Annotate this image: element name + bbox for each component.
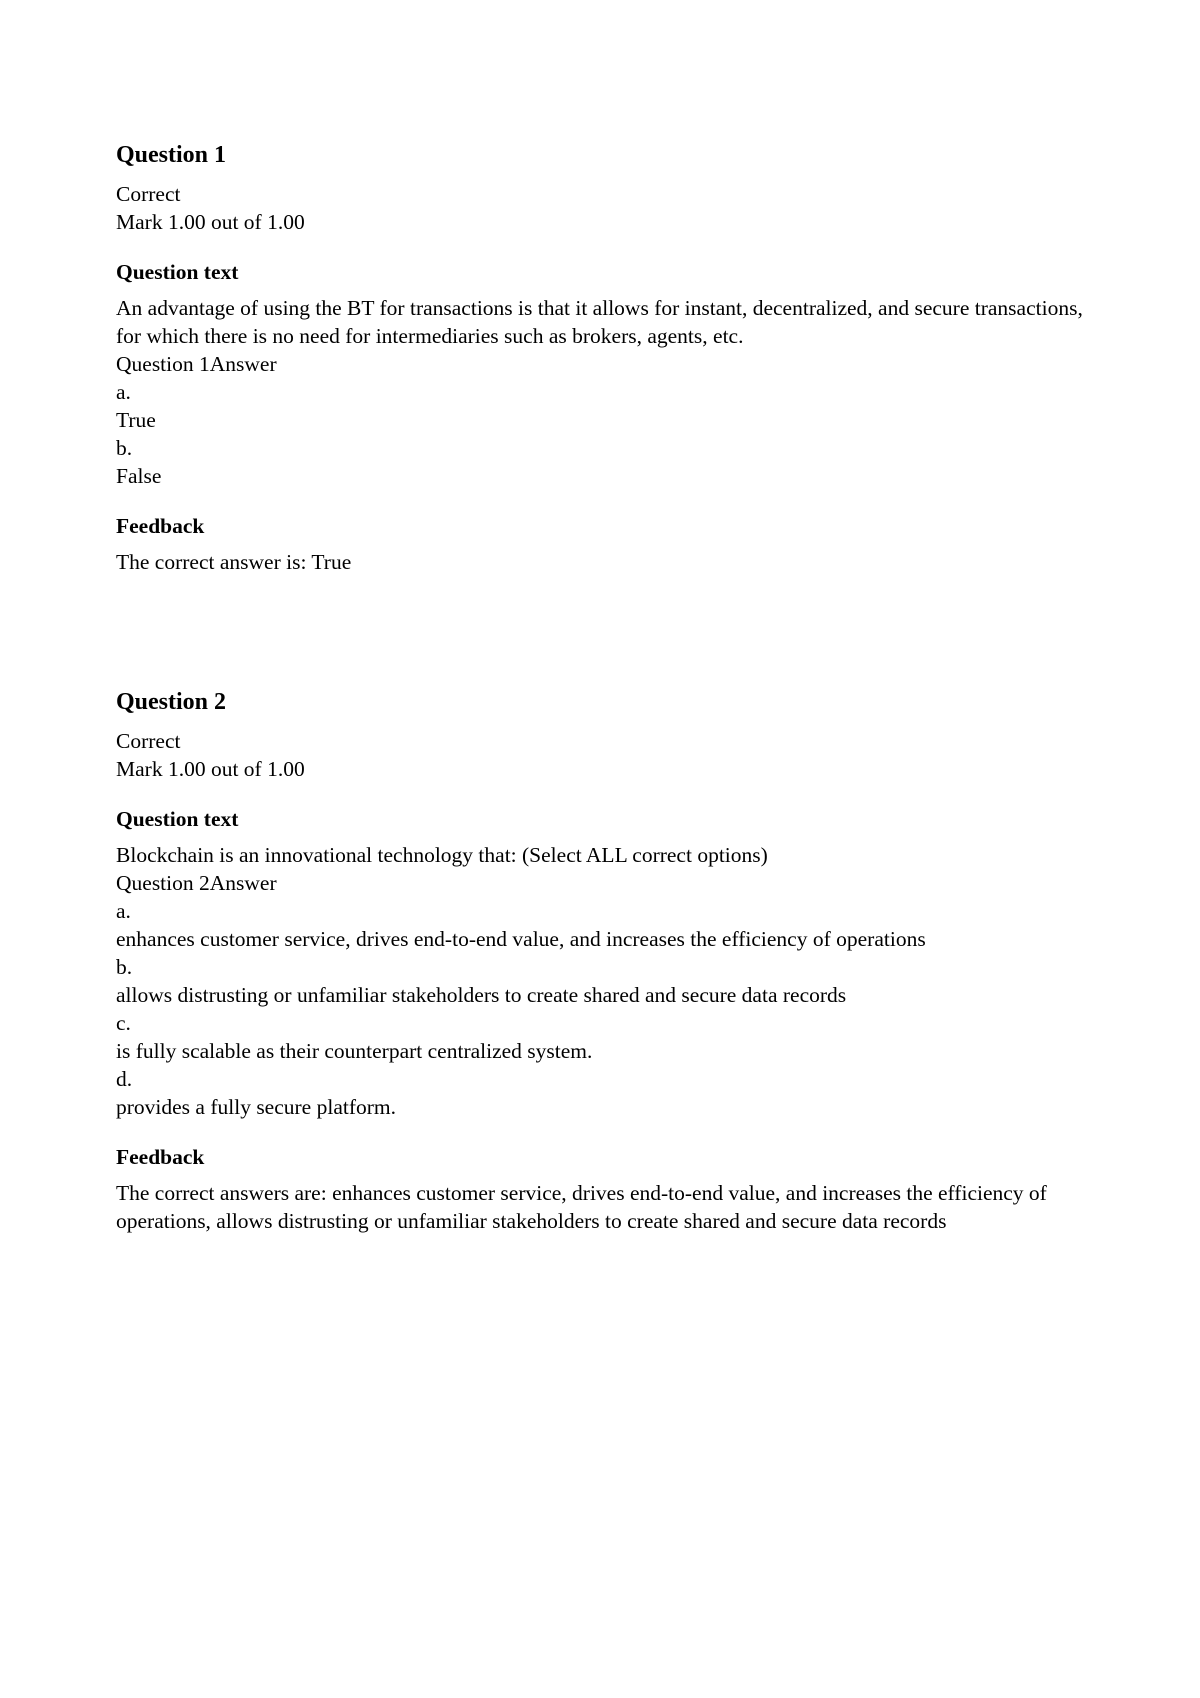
question-mark: Mark 1.00 out of 1.00: [116, 757, 305, 781]
option-text[interactable]: True: [116, 408, 156, 432]
feedback-heading: Feedback: [116, 1145, 205, 1169]
feedback-text: The correct answer is: True: [116, 550, 352, 574]
option-text[interactable]: allows distrusting or unfamiliar stakeholders to create shared and secure data records: [116, 983, 847, 1007]
option-letter: c.: [116, 1011, 131, 1035]
question-block-1: [116, 140, 1096, 576]
answer-label: Question 2Answer: [116, 871, 277, 895]
question-heading: Question 2: [116, 689, 227, 715]
question-text-heading: Question text: [116, 260, 239, 284]
question-mark: Mark 1.00 out of 1.00: [116, 210, 305, 234]
answer-options: [116, 378, 1096, 490]
option-letter: a.: [116, 899, 131, 923]
feedback-heading: Feedback: [116, 514, 205, 538]
question-block-2: [116, 687, 1096, 1235]
option-letter: b.: [116, 955, 133, 979]
answer-label: Question 1Answer: [116, 352, 277, 376]
question-heading: Question 1: [116, 142, 227, 168]
question-state: Correct: [116, 182, 181, 206]
option-text[interactable]: is fully scalable as their counterpart centralized system.: [116, 1039, 593, 1063]
question-state: Correct: [116, 729, 181, 753]
question-text: Blockchain is an innovational technology that: (Select ALL correct options): [116, 843, 768, 867]
option-text[interactable]: provides a fully secure platform.: [116, 1095, 397, 1119]
feedback-text: The correct answers are: enhances customer service, drives end-to-end value, and increases the efficiency of operations, allows distrusting or unfamiliar stakeholders to create shared and secure data records: [116, 1181, 1047, 1233]
answer-options: [116, 897, 1096, 1121]
option-letter: b.: [116, 436, 133, 460]
question-text: An advantage of using the BT for transactions is that it allows for instant, decentralized, and secure transactions, for which there is no need for intermediaries such as brokers, agents, etc.: [116, 296, 1083, 348]
option-text[interactable]: enhances customer service, drives end-to-end value, and increases the efficiency of operations: [116, 927, 926, 951]
option-text[interactable]: False: [116, 464, 162, 488]
option-letter: d.: [116, 1067, 133, 1091]
option-letter: a.: [116, 380, 131, 404]
question-text-heading: Question text: [116, 807, 239, 831]
